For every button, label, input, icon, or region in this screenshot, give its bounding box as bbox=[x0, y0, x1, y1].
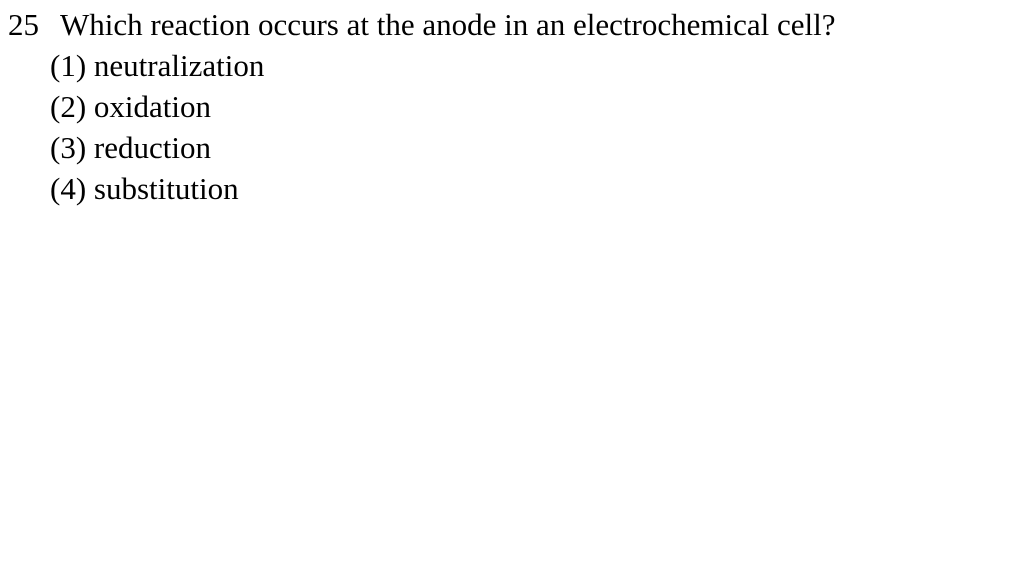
answer-choice-1: (1) neutralization bbox=[50, 48, 265, 83]
answer-choice-3: (3) reduction bbox=[50, 130, 211, 165]
question-text: Which reaction occurs at the anode in an electrochemical cell? bbox=[60, 7, 836, 42]
answer-choices bbox=[8, 45, 1008, 209]
answer-choice-4: (4) substitution bbox=[50, 171, 239, 206]
question-block bbox=[8, 4, 1008, 209]
answer-choice-2: (2) oxidation bbox=[50, 89, 211, 124]
question-stem bbox=[8, 4, 1008, 45]
question-number: 25 bbox=[8, 7, 39, 42]
